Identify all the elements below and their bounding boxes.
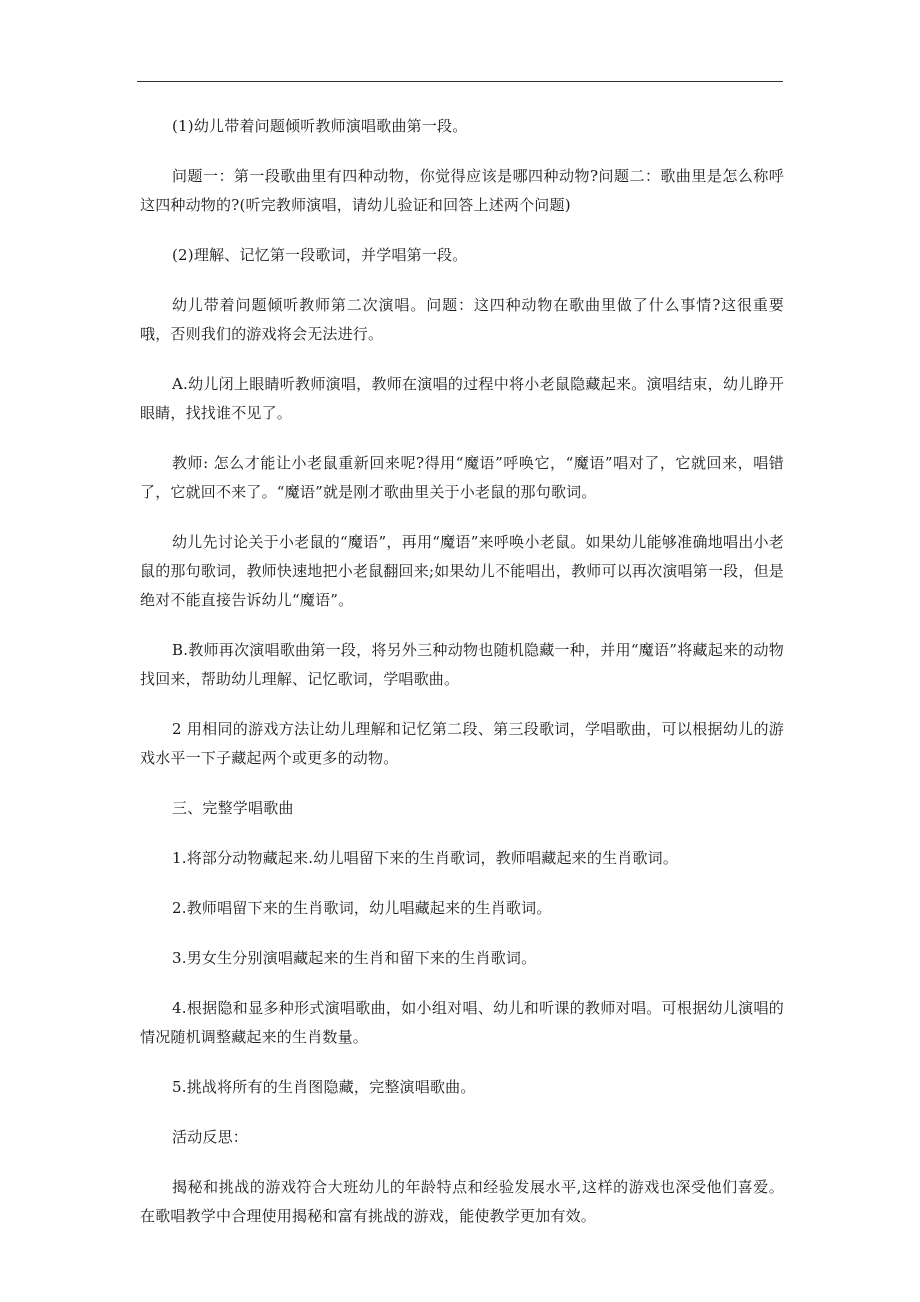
- paragraph: 2 用相同的游戏方法让幼儿理解和记忆第二段、第三段歌词，学唱歌曲，可以根据幼儿的游戏水平一下子藏起两个或更多的动物。: [140, 720, 784, 767]
- list-item: 2.教师唱留下来的生肖歌词，幼儿唱藏起来的生肖歌词。: [172, 899, 552, 917]
- header-rule: [137, 81, 783, 82]
- section-heading: 三、完整学唱歌曲: [172, 799, 294, 817]
- list-item: 4.根据隐和显多种形式演唱歌曲，如小组对唱、幼儿和听课的教师对唱。可根据幼儿演唱的情况随机调整藏起来的生肖数量。: [140, 999, 784, 1046]
- list-item: 3.男女生分别演唱藏起来的生肖和留下来的生肖歌词。: [172, 949, 537, 967]
- list-item: 5.挑战将所有的生肖图隐藏，完整演唱歌曲。: [172, 1078, 476, 1096]
- paragraph: 揭秘和挑战的游戏符合大班幼儿的年龄特点和经验发展水平,这样的游戏也深受他们喜爱。在歌唱教学中合理使用揭秘和富有挑战的游戏，能使教学更加有效。: [140, 1178, 784, 1225]
- paragraph: A.幼儿闭上眼睛听教师演唱，教师在演唱的过程中将小老鼠隐藏起来。演唱结束，幼儿睁开眼睛，找找谁不见了。: [140, 375, 784, 422]
- paragraph: 教师: 怎么才能让小老鼠重新回来呢?得用“魔语”呼唤它，“魔语”唱对了，它就回来，唱错了，它就回不来了。“魔语”就是刚才歌曲里关于小老鼠的那句歌词。: [140, 454, 784, 501]
- paragraph: 幼儿先讨论关于小老鼠的“魔语”，再用“魔语”来呼唤小老鼠。如果幼儿能够准确地唱出小老鼠的那句歌词，教师快速地把小老鼠翻回来;如果幼儿不能唱出，教师可以再次演唱第一段，但是绝对不能直接告诉幼儿“魔语”。: [140, 533, 784, 609]
- paragraph: 问题一：第一段歌曲里有四种动物，你觉得应该是哪四种动物?问题二：歌曲里是怎么称呼这四种动物的?(听完教师演唱，请幼儿验证和回答上述两个问题): [140, 167, 784, 214]
- document-body: [140, 112, 784, 1252]
- paragraph: B.教师再次演唱歌曲第一段，将另外三种动物也随机隐藏一种，并用“魔语”将藏起来的动物找回来，帮助幼儿理解、记忆歌词，学唱歌曲。: [140, 641, 784, 688]
- section-heading: 活动反思：: [172, 1128, 249, 1146]
- list-item: 1.将部分动物藏起来.幼儿唱留下来的生肖歌词，教师唱藏起来的生肖歌词。: [172, 849, 679, 867]
- paragraph: (1)幼儿带着问题倾听教师演唱歌曲第一段。: [172, 117, 468, 135]
- paragraph: (2)理解、记忆第一段歌词，并学唱第一段。: [172, 246, 468, 264]
- paragraph: 幼儿带着问题倾听教师第二次演唱。问题：这四种动物在歌曲里做了什么事情?这很重要哦，否则我们的游戏将会无法进行。: [140, 296, 784, 343]
